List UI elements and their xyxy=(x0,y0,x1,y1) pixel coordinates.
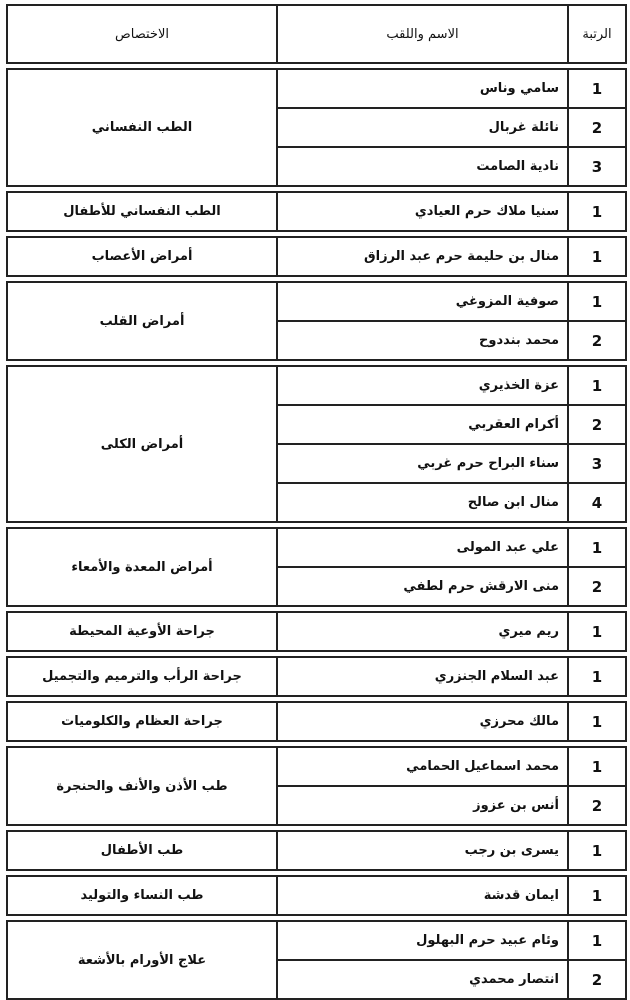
rank-cell: 1 xyxy=(568,528,626,567)
table-row xyxy=(7,237,626,276)
rank-cell: 1 xyxy=(568,612,626,651)
name-cell: منى الارقش حرم لطفي xyxy=(277,567,568,606)
specialty-cell: طب الأذن والأنف والحنجرة xyxy=(7,747,277,825)
specialty-cell: طب النساء والتوليد xyxy=(7,876,277,915)
table-row xyxy=(7,366,626,405)
rank-cell: 2 xyxy=(568,108,626,147)
rank-cell: 2 xyxy=(568,405,626,444)
rank-cell: 1 xyxy=(568,69,626,108)
header-rank: الرتبة xyxy=(568,5,626,63)
header-row xyxy=(7,5,626,63)
table-row xyxy=(7,192,626,231)
table-row xyxy=(7,747,626,786)
table-row xyxy=(7,282,626,321)
name-cell: صوفية المزوغي xyxy=(277,282,568,321)
name-cell: منال ابن صالح xyxy=(277,483,568,522)
rank-cell: 2 xyxy=(568,786,626,825)
specialty-cell: أمراض الأعصاب xyxy=(7,237,277,276)
ranking-table xyxy=(6,4,627,1000)
name-cell: انتصار محمدي xyxy=(277,960,568,999)
table-row xyxy=(7,876,626,915)
rank-cell: 2 xyxy=(568,321,626,360)
name-cell: سامي وناس xyxy=(277,69,568,108)
specialty-cell: طب الأطفال xyxy=(7,831,277,870)
name-cell: وئام عبيد حرم البهلول xyxy=(277,921,568,960)
specialty-cell: أمراض الكلى xyxy=(7,366,277,522)
specialty-cell: أمراض القلب xyxy=(7,282,277,360)
name-cell: منال بن حليمة حرم عبد الرزاق xyxy=(277,237,568,276)
rank-cell: 1 xyxy=(568,702,626,741)
rank-cell: 1 xyxy=(568,921,626,960)
table-row xyxy=(7,528,626,567)
name-cell: نائلة غربال xyxy=(277,108,568,147)
table-row xyxy=(7,921,626,960)
name-cell: مالك محرزي xyxy=(277,702,568,741)
specialty-cell: جراحة الأوعية المحيطة xyxy=(7,612,277,651)
rank-cell: 1 xyxy=(568,747,626,786)
header-name: الاسم واللقب xyxy=(277,5,568,63)
rank-cell: 1 xyxy=(568,366,626,405)
rank-cell: 1 xyxy=(568,282,626,321)
name-cell: محمد بنددوح xyxy=(277,321,568,360)
name-cell: أكرام العقربي xyxy=(277,405,568,444)
name-cell: سنيا ملاك حرم العيادي xyxy=(277,192,568,231)
rank-cell: 2 xyxy=(568,960,626,999)
specialty-cell: الطب النفساني للأطفال xyxy=(7,192,277,231)
specialty-cell: جراحة العظام والكلوميات xyxy=(7,702,277,741)
rank-cell: 3 xyxy=(568,147,626,186)
table-row xyxy=(7,831,626,870)
table-row xyxy=(7,702,626,741)
rank-cell: 4 xyxy=(568,483,626,522)
specialty-cell: علاج الأورام بالأشعة xyxy=(7,921,277,999)
specialty-cell: جراحة الرأب والترميم والتجميل xyxy=(7,657,277,696)
rank-cell: 1 xyxy=(568,876,626,915)
header-specialty: الاختصاص xyxy=(7,5,277,63)
name-cell: ايمان قدشة xyxy=(277,876,568,915)
rank-cell: 2 xyxy=(568,567,626,606)
name-cell: عبد السلام الجنزري xyxy=(277,657,568,696)
name-cell: ريم ميري xyxy=(277,612,568,651)
rank-cell: 1 xyxy=(568,657,626,696)
name-cell: محمد اسماعيل الحمامي xyxy=(277,747,568,786)
name-cell: عزة الخذيري xyxy=(277,366,568,405)
table-body xyxy=(7,63,626,999)
rank-cell: 1 xyxy=(568,831,626,870)
table-row xyxy=(7,69,626,108)
specialty-cell: أمراض المعدة والأمعاء xyxy=(7,528,277,606)
name-cell: علي عبد المولى xyxy=(277,528,568,567)
table-row xyxy=(7,657,626,696)
name-cell: سناء البراح حرم غربي xyxy=(277,444,568,483)
rank-cell: 3 xyxy=(568,444,626,483)
name-cell: يسرى بن رجب xyxy=(277,831,568,870)
name-cell: نادية الصامت xyxy=(277,147,568,186)
name-cell: أنس بن عزوز xyxy=(277,786,568,825)
rank-cell: 1 xyxy=(568,192,626,231)
rank-cell: 1 xyxy=(568,237,626,276)
specialty-cell: الطب النفساني xyxy=(7,69,277,186)
table-row xyxy=(7,612,626,651)
